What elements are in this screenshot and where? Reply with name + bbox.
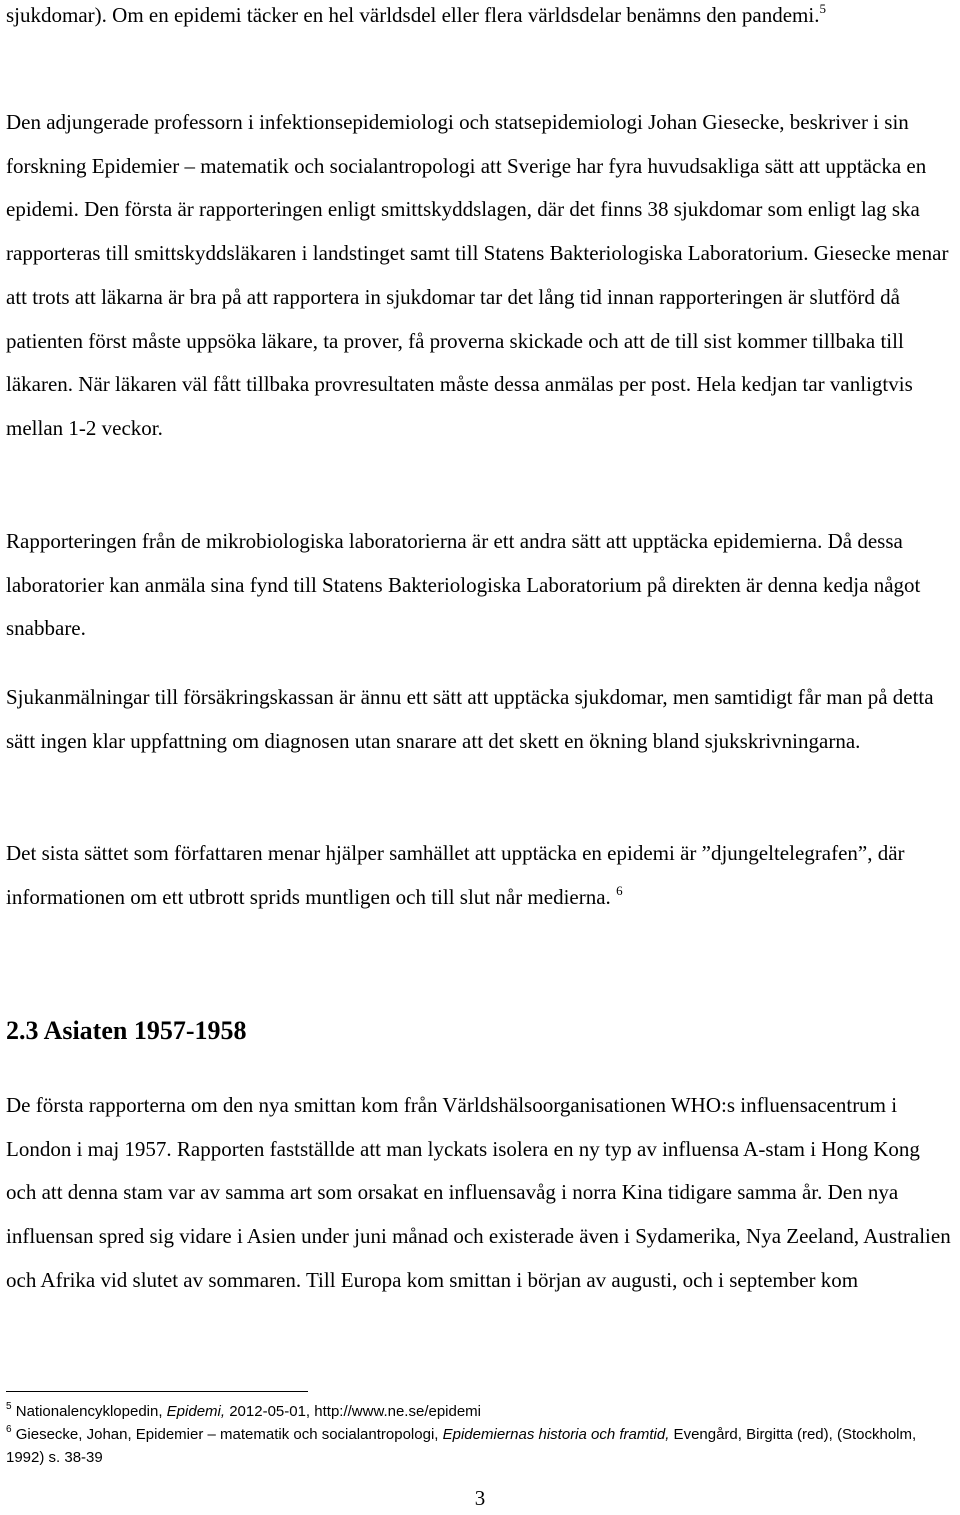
paragraph-intro: sjukdomar). Om en epidemi täcker en hel världsdel eller flera världsdelar benämns den pandemi.$^5$ [6, 1, 826, 27]
paragraph-asian-flu: De första rapporterna om den nya smittan kom från Världshälsoorganisationen WHO:s influensacentrum i London i maj 1957. Rapporten fastställde att man lyckats isolera en ny typ av influensa A-stam i Hong Kong och att denna stam var av samma art som orsakat en influensavåg i norra Kina tidigare samma år. Den nya influensan spred sig vidare i Asien under juni månad och existerade även i Sydamerika, Nya Zeeland, Australien och Afrika vid slutet av sommaren. Till Europa kom smittan i början av augusti, och i september kom [6, 1093, 951, 1292]
section-heading: 2.3 Asiaten 1957-1958 [6, 1016, 247, 1045]
footnotes [6, 1400, 958, 1469]
paragraph-laboratories: Rapporteringen från de mikrobiologiska laboratorierna är ett andra sätt att upptäcka epidemierna. Då dessa laboratorier kan anmäla sina fynd till Statens Bakteriologiska Laboratorium på direkten är denna kedja något snabbare. [6, 529, 921, 641]
paragraph-giesecke: Den adjungerade professorn i infektionsepidemiologi och statsepidemiologi Johan Giesecke, beskriver i sin forskning Epidemier – matematik och socialantropologi att Sverige har fyra huvudsakliga sätt att upptäcka en epidemi. Den första är rapporteringen enligt smittskyddslagen, där det finns 38 sjukdomar som enligt lag ska rapporteras till smittskyddsläkaren i landstinget samt till Statens Bakteriologiska Laboratorium. Giesecke menar att trots att läkarna är bra på att rapportera in sjukdomar tar det lång tid innan rapporteringen är slutförd då patienten först måste uppsöka läkare, ta prover, få proverna skickade och att de till sist kommer tillbaka till läkaren. När läkaren väl fått tillbaka provresultaten måste dessa anmälas per post. Hela kedjan tar vanligtvis mellan 1-2 veckor. [6, 110, 949, 440]
paragraph-bush-telegraph: Det sista sättet som författaren menar hjälper samhället att upptäcka en epidemi är ”djungeltelegrafen”, där informationen om ett utbrott sprids muntligen och till slut når medierna. $^6$ [6, 841, 905, 909]
footnote-ref-5[interactable]: 5 [819, 1, 826, 16]
footnote-5: $^5$ Nationalencyklopedin, Epidemi, 2012-05-01, http://www.ne.se/epidemi [6, 1401, 482, 1420]
footnote-ref-6[interactable]: 6 [616, 882, 623, 898]
paragraph-sick-reports: Sjukanmälningar till försäkringskassan är ännu ett sätt att upptäcka sjukdomar, men samtidigt får man på detta sätt ingen klar uppfattning om diagnosen utan snarare att det skett en ökning bland sjukskrivningarna. [6, 685, 934, 753]
footnote-6: $^6$ Giesecke, Johan, Epidemier – matematik och socialantropologi, Epidemiernas historia och framtid, Evengård, Birgitta (red), (Stockholm, 1992) s. 38-39 [6, 1424, 917, 1466]
page-number: 3 [474, 1486, 486, 1510]
footnote-separator [6, 1391, 308, 1392]
